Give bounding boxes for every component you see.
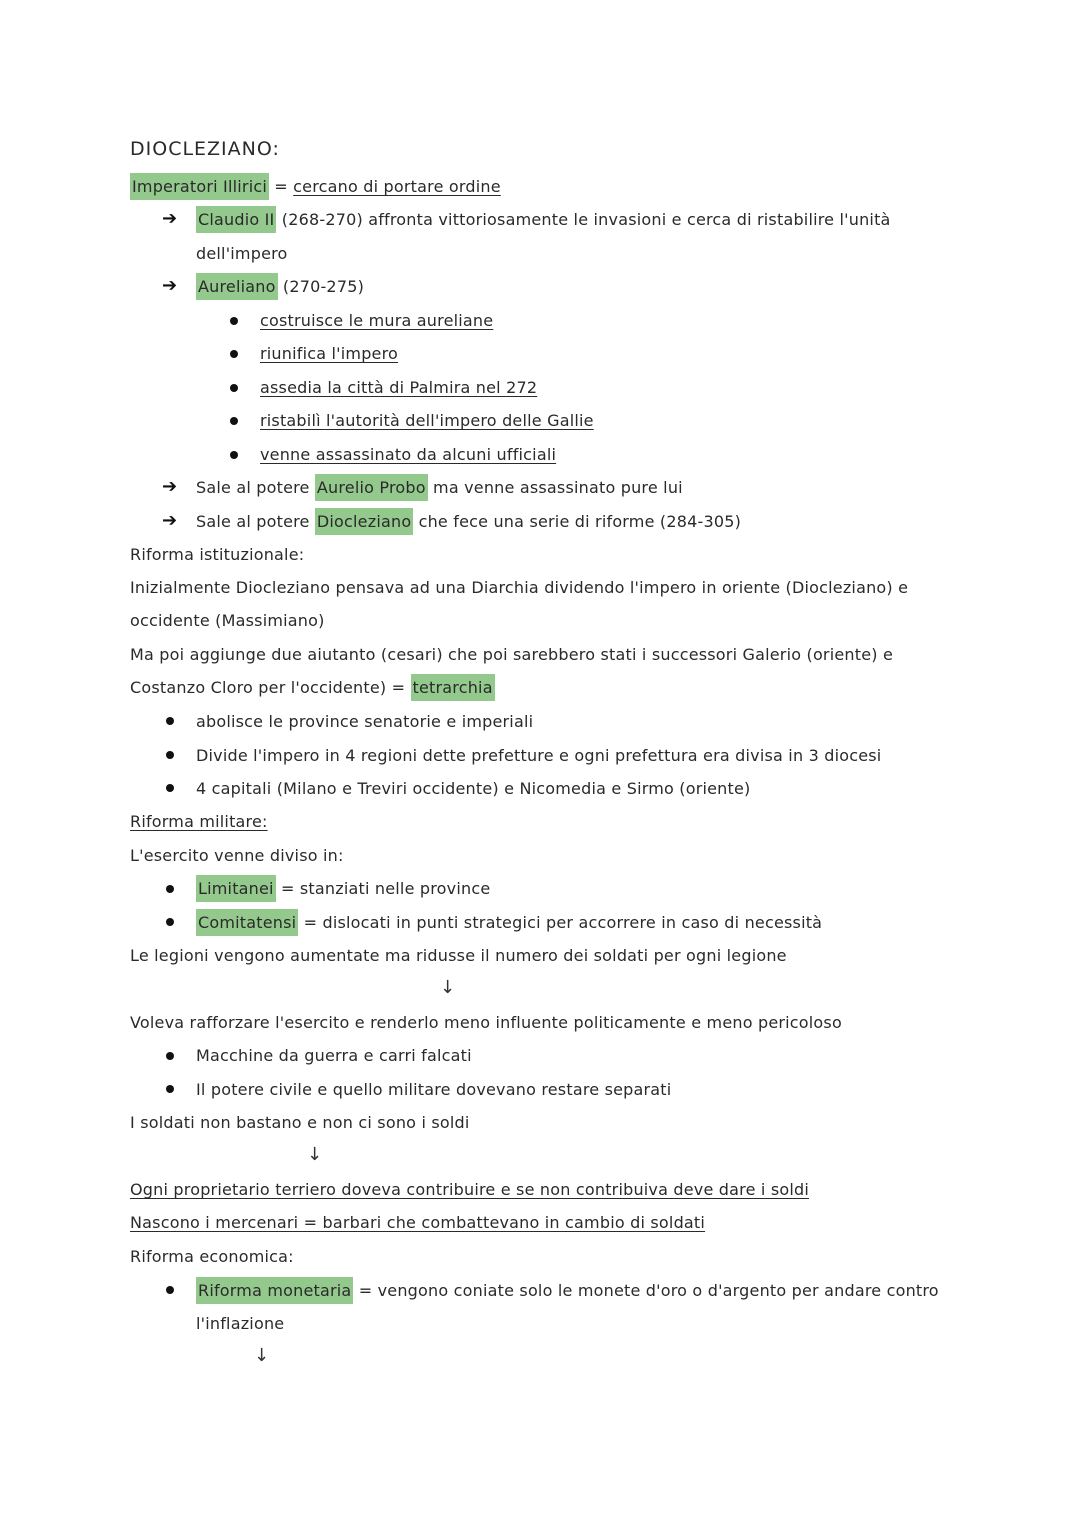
diocleziano-rest: che fece una serie di riforme (284-305) [413, 512, 742, 531]
paragraph-line: L'esercito venne diviso in: [130, 846, 344, 865]
paragraph-line: Voleva rafforzare l'esercito e renderlo meno influente politicamente e meno pericoloso [130, 1013, 842, 1032]
aureliano-point: venne assassinato da alcuni ufficiali [260, 445, 557, 464]
aureliano-point: ristabilì l'autorità dell'impero delle Gallie [260, 411, 594, 430]
paragraph-line: Nascono i mercenari = barbari che combattevano in cambio di soldati [130, 1213, 706, 1232]
aureliano-line [196, 274, 364, 300]
limitanei-line [196, 876, 490, 902]
highlight-probo: Aurelio Probo [315, 474, 428, 501]
diocleziano-pre: Sale al potere [196, 512, 315, 531]
highlight-diocleziano: Diocleziano [315, 508, 413, 535]
bullet-icon [166, 918, 174, 926]
aureliano-point: riunifica l'impero [260, 344, 399, 363]
paragraph-line: Ogni proprietario terriero doveva contribuire e se non contribuiva deve dare i soldi [130, 1180, 810, 1199]
bullet-icon [166, 1085, 174, 1093]
limitanei-desc: = stanziati nelle province [275, 879, 491, 898]
militare-point: Macchine da guerra e carri falcati [196, 1046, 472, 1065]
bullet-icon [166, 717, 174, 725]
imperatori-line [130, 174, 501, 200]
aureliano-point: assedia la città di Palmira nel 272 [260, 378, 538, 397]
istituzionale-point: Divide l'impero in 4 regioni dette prefetture e ogni prefettura era divisa in 3 diocesi [196, 746, 882, 765]
istituzionale-point: abolisce le province senatorie e imperiali [196, 712, 534, 731]
heading-riforma-economica: Riforma economica: [130, 1247, 294, 1266]
comitatensi-desc: = dislocati in punti strategici per accorrere in caso di necessità [298, 913, 823, 932]
highlight-comitatensi: Comitatensi [196, 909, 298, 936]
arrow-right-icon: ➔ [162, 208, 178, 229]
highlight-aureliano: Aureliano [196, 273, 278, 300]
heading-riforma-istituzionale: Riforma istituzionale: [130, 545, 305, 564]
tetrarchia-line [130, 675, 495, 701]
bullet-icon [230, 350, 238, 358]
paragraph-line: I soldati non bastano e non ci sono i soldi [130, 1113, 470, 1132]
militare-point: Il potere civile e quello militare dovevano restare separati [196, 1080, 672, 1099]
bullet-icon [230, 384, 238, 392]
highlight-monetaria: Riforma monetaria [196, 1277, 353, 1304]
paragraph-line: Ma poi aggiunge due aiutanto (cesari) che poi sarebbero stati i successori Galerio (oriente) e [130, 645, 894, 664]
arrow-right-icon: ➔ [162, 510, 178, 531]
diocleziano-line [196, 509, 741, 535]
tetrarchia-pre: Costanzo Cloro per l'occidente) = [130, 678, 411, 697]
monetaria-line [196, 1278, 939, 1304]
paragraph-line: occidente (Massimiano) [130, 611, 325, 630]
aureliano-point: costruisce le mura aureliane [260, 311, 494, 330]
bullet-icon [230, 451, 238, 459]
monetaria-desc: = vengono coniate solo le monete d'oro o d'argento per andare contro [353, 1281, 939, 1300]
paragraph-line: Le legioni vengono aumentate ma ridusse il numero dei soldati per ogni legione [130, 946, 787, 965]
comitatensi-line [196, 910, 822, 936]
probo-line [196, 475, 683, 501]
highlight-claudio: Claudio II [196, 206, 276, 233]
bullet-icon [166, 751, 174, 759]
probo-rest: ma venne assassinato pure lui [427, 478, 683, 497]
claudio-desc: (268-270) affronta vittoriosamente le invasioni e cerca di ristabilire l'unità [276, 210, 891, 229]
aureliano-dates: (270-275) [277, 277, 365, 296]
istituzionale-point: 4 capitali (Milano e Treviri occidente) e Nicomedia e Sirmo (oriente) [196, 779, 751, 798]
bullet-icon [230, 417, 238, 425]
probo-pre: Sale al potere [196, 478, 315, 497]
highlight-limitanei: Limitanei [196, 875, 276, 902]
highlight-tetrarchia: tetrarchia [411, 674, 495, 701]
page-title: DIOCLEZIANO: [130, 138, 280, 160]
arrow-down-icon: ↓ [254, 1345, 270, 1366]
arrow-down-icon: ↓ [307, 1144, 323, 1165]
paragraph-line: Inizialmente Diocleziano pensava ad una Diarchia dividendo l'impero in oriente (Diocleziano) e [130, 578, 909, 597]
claudio-cont: dell'impero [196, 244, 288, 263]
bullet-icon [166, 784, 174, 792]
arrow-down-icon: ↓ [440, 977, 456, 998]
heading-riforma-militare: Riforma militare: [130, 812, 268, 831]
bullet-icon [230, 317, 238, 325]
arrow-right-icon: ➔ [162, 275, 178, 296]
bullet-icon [166, 1052, 174, 1060]
equals: = [268, 177, 294, 196]
bullet-icon [166, 1286, 174, 1294]
monetaria-cont: l'inflazione [196, 1314, 285, 1333]
highlight-imperatori: Imperatori Illirici [130, 173, 269, 200]
bullet-icon [166, 885, 174, 893]
imperatori-desc: cercano di portare ordine [293, 177, 501, 196]
claudio-line [196, 207, 891, 233]
arrow-right-icon: ➔ [162, 476, 178, 497]
